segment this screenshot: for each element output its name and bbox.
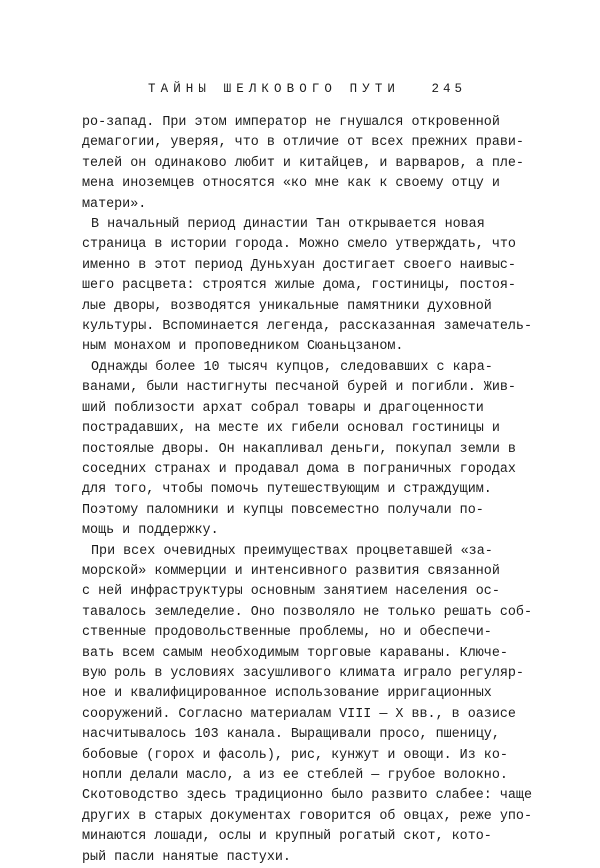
text-line: культуры. Вспоминается легенда, рассказанная замечатель-: [82, 319, 532, 335]
text-line: вать всем самым необходимым торговые караваны. Ключе-: [82, 645, 508, 661]
text-line: телей он одинаково любит и китайцев, и варваров, а пле-: [82, 155, 524, 171]
running-header: [148, 82, 466, 96]
paragraph: [82, 215, 532, 358]
text-line: других в старых документах говорится об овцах, реже упо-: [82, 808, 532, 824]
paragraph: [82, 358, 516, 542]
text-line: соседних странах и продавал дома в пограничных городах: [82, 461, 516, 477]
text-line: Однажды более 10 тысяч купцов, следовавших с кара-: [91, 359, 493, 375]
text-line: демагогии, уверяя, что в отличие от всех прежних прави-: [82, 135, 524, 151]
text-line: с ней инфраструктуры основным занятием населения ос-: [82, 584, 500, 600]
body-text: [82, 113, 532, 868]
page-number: 245: [431, 82, 466, 96]
text-line: для того, чтобы помочь путешествующим и страждущим.: [82, 482, 492, 498]
text-line: насчитывалось 103 канала. Выращивали просо, пшеницу,: [82, 727, 500, 743]
text-line: мощь и поддержку.: [82, 523, 219, 539]
paragraph: [82, 113, 524, 215]
text-line: ственные продовольственные проблемы, но и обеспечи-: [82, 625, 492, 641]
text-line: ное и квалифицированное использование ирригационных: [82, 686, 492, 702]
paragraph: [82, 542, 532, 868]
text-line: морской» коммерции и интенсивного развития связанной: [82, 563, 500, 579]
text-line: Скотоводство здесь традиционно было развито слабее: чаще: [82, 788, 532, 804]
text-line: тавалось земледелие. Оно позволяло не только решать соб-: [82, 604, 532, 620]
text-line: мена иноземцев относятся «ко мне как к своему отцу и: [82, 176, 500, 192]
text-line: нопли делали масло, а из ее стеблей — грубое волокно.: [82, 768, 508, 783]
running-title: ТАЙНЫ ШЕЛКОВОГО ПУТИ: [148, 82, 401, 96]
text-line: ро-запад. При этом император не гнушался откровенной: [82, 115, 500, 130]
text-line: матери».: [82, 196, 147, 212]
text-line: рый пасли нанятые пастухи.: [82, 849, 291, 865]
text-line: вую роль в условиях засушливого климата играло регуляр-: [82, 665, 524, 681]
text-line: постоялые дворы. Он накапливал деньги, покупал земли в: [82, 441, 516, 457]
text-line: сооружений. Согласно материалам VIII — X вв., в оазисе: [82, 706, 516, 722]
text-line: ным монахом и проповедником Сюаньцзаном.: [82, 339, 404, 355]
text-line: шего расцвета: строятся жилые дома, гостиницы, постоя-: [82, 278, 516, 294]
text-line: лые дворы, возводятся уникальные памятники духовной: [82, 298, 492, 314]
text-line: В начальный период династии Тан открывается новая: [91, 217, 485, 233]
text-line: бобовые (горох и фасоль), рис, кунжут и овощи. Из ко-: [82, 747, 508, 763]
text-line: пострадавших, на месте их гибели основал гостиницы и: [82, 421, 500, 437]
text-line: именно в этот период Дуньхуан достигает своего наивыс-: [82, 257, 516, 273]
text-line: ший поблизости архат собрал товары и драгоценности: [82, 400, 484, 416]
text-line: При всех очевидных преимуществах процветавшей «за-: [91, 543, 493, 559]
text-line: страница в истории города. Можно смело утверждать, что: [82, 237, 516, 253]
text-line: Поэтому паломники и купцы повсеместно получали по-: [82, 502, 484, 518]
text-line: ванами, были настигнуты песчаной бурей и погибли. Жив-: [82, 380, 516, 396]
text-line: минаются лошади, ослы и крупный рогатый скот, кото-: [82, 829, 492, 845]
